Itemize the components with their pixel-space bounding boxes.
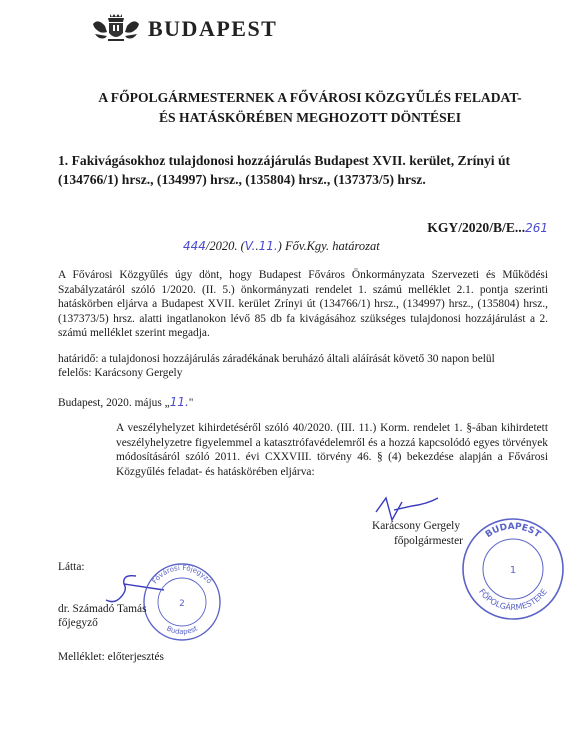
notary-stamp-top-text: Fővárosi Főjegyző xyxy=(150,563,214,586)
deadline-line: határidő: a tulajdonosi hozzájárulás záradékának beruházó általi aláírását követő 30 napon belül xyxy=(58,353,495,365)
mayor-name: Karácsony Gergely xyxy=(372,520,461,532)
item-title: 1. Fakivágásokhoz tulajdonosi hozzájárulás Budapest XVII. kerület, Zrínyi út (134766/1) hrsz., (134997) hrsz., (135804) hrsz., (137373/5) hrsz. xyxy=(58,153,511,187)
date-handwritten-day: 11. xyxy=(169,395,189,409)
attachment-line: Melléklet: előterjesztés xyxy=(58,651,164,663)
document-heading-line-2: ÉS HATÁSKÖRÉBEN MEGHOZOTT DÖNTÉSEI xyxy=(158,110,462,125)
resolution-handwritten-day: 11. xyxy=(258,239,278,253)
decision-paragraph: A Fővárosi Közgyűlés úgy dönt, hogy Budapest Főváros Önkormányzata Szervezeti és Működési Szabályzatáról szóló 1/2020. (II. 5.) önkormányzati rendelet 1. számú melléklet 2.1. pontja szerinti hatáskörben eljárva a Budapest XVII. kerület Zrínyi út (134766/1) hrsz., (134997) hrsz., (135804) hrsz., (137373/5) hrsz. alatti ingatlanokon lévő 85 db fa kivágásához szükséges tulajdonosi hozzájárulást a 2. számú melléklet szerint megadja. xyxy=(58,269,548,340)
kgy-dots: ... xyxy=(514,220,526,235)
mayor-stamp-side-text: FŐPOLGÁRMESTERE xyxy=(476,587,550,613)
kgy-handwritten-number: 261 xyxy=(525,221,548,235)
resolution-number: 444/2020. (V..11.) Főv.Kgy. határozat xyxy=(183,239,380,253)
mayor-stamp-top-text: BUDAPEST xyxy=(483,521,543,541)
notary-stamp-icon xyxy=(140,560,224,644)
notary-stamp-number: 2 xyxy=(179,599,185,609)
resolution-handwritten-month: V. xyxy=(244,239,256,253)
date-line xyxy=(58,395,193,411)
resolution-suffix: ) Főv.Kgy. határozat xyxy=(277,239,380,253)
document-heading-line-1: A FŐPOLGÁRMESTERNEK A FŐVÁROSI KÖZGYŰLÉS FELADAT- xyxy=(98,90,522,105)
svg-text:BUDAPEST xyxy=(484,522,543,541)
mayor-stamp-icon xyxy=(458,514,568,624)
notary-title: főjegyző xyxy=(58,617,98,629)
kgy-prefix: KGY/2020/B/E xyxy=(427,220,515,235)
notary-name: dr. Számadó Tamás xyxy=(58,603,147,615)
date-prefix: Budapest, 2020. május „ xyxy=(58,397,170,409)
kgy-reference xyxy=(380,220,548,236)
seen-label: Látta: xyxy=(58,561,85,573)
date-suffix: " xyxy=(188,397,194,409)
svg-text:FŐPOLGÁRMESTERE xyxy=(477,587,549,612)
mayor-title: főpolgármester xyxy=(394,535,463,547)
notary-stamp-bottom-text: Budapest xyxy=(165,624,199,637)
svg-text:Fővárosi Főjegyző xyxy=(151,563,214,585)
resolution-year-text: /2020. ( xyxy=(205,239,245,253)
resolution-handwritten-number: 444 xyxy=(183,239,206,253)
logo-wordmark: BUDAPEST xyxy=(148,16,278,41)
mayor-stamp-number: 1 xyxy=(509,565,517,576)
legal-basis-paragraph: A veszélyhelyzet kihirdetéséről szóló 40/2020. (III. 11.) Korm. rendelet 1. §-ában kihirdetett veszélyhelyzetre figyelemmel a katasztrófavédelemről és a hozzá kapcsolódó egyes törvények módosításáról szóló 2011. évi CXXVIII. törvény 46. § (4) bekezdése alapján a Fővárosi Közgyűlés feladat- és hatáskörében eljárva: xyxy=(116,422,548,478)
responsible-line: felelős: Karácsony Gergely xyxy=(58,367,183,379)
budapest-crest-icon xyxy=(90,12,142,44)
